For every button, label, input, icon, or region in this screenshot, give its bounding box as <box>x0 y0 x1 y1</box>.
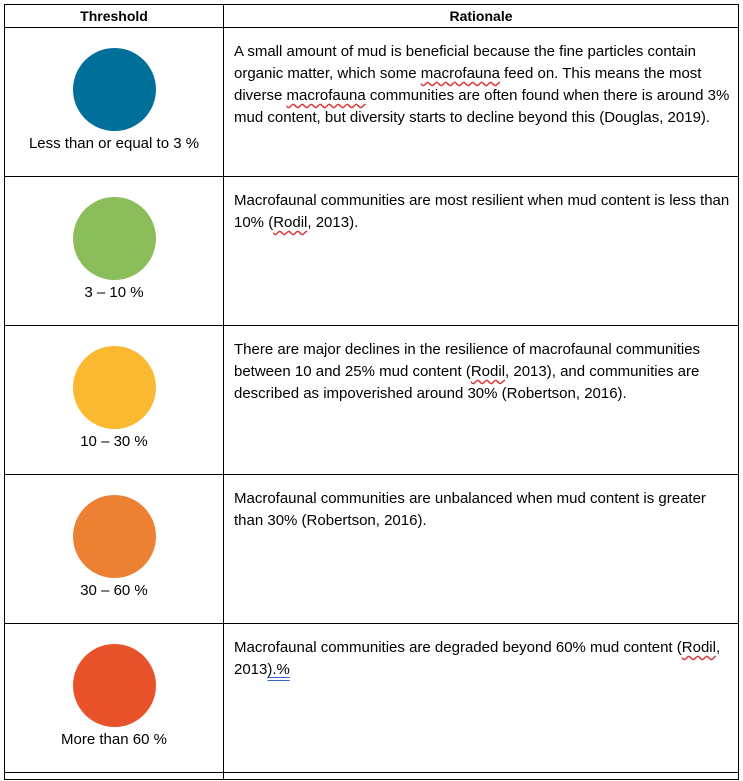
header-row <box>5 5 739 28</box>
rationale-text: Macrofaunal communities are most resilient when mud content is less than 10% (Rodil, 2013). <box>234 192 730 231</box>
red-circle-icon <box>73 644 156 727</box>
rationale-cell <box>224 177 739 326</box>
rationale-cell <box>224 624 739 773</box>
spellcheck-word: macrofauna <box>286 87 366 104</box>
rationale-cell <box>224 28 739 177</box>
rationale-text: Macrofaunal communities are degraded beyond 60% mud content (Rodil, 2013).% <box>234 639 721 678</box>
tail-cell <box>224 773 739 780</box>
rationale-header: Rationale <box>224 5 739 28</box>
green-circle-icon <box>73 197 156 280</box>
table-row <box>5 624 739 773</box>
rationale-cell <box>224 475 739 624</box>
spellcheck-word: macrofauna <box>420 65 500 82</box>
rationale-text: There are major declines in the resilience of macrofaunal communities between 10 and 25% mud content (Rodil, 2013), and communities are described as impoverished around 30% (Robertson, 2016). <box>234 341 701 402</box>
table-row <box>5 28 739 177</box>
tail-cell <box>5 773 224 780</box>
threshold-cell <box>5 28 224 177</box>
rationale-text: A small amount of mud is beneficial because the fine particles contain organic matter, which some macrofauna feed on. This means the most diverse macrofauna communities are often found when there is around 3% mud content, but diversity starts to decline beyond this (Douglas, 2019). <box>234 43 730 126</box>
spellcheck-word: Rodil <box>470 363 506 380</box>
teal-circle-icon <box>73 48 156 131</box>
threshold-cell <box>5 475 224 624</box>
rationale-text: Macrofaunal communities are unbalanced when mud content is greater than 30% (Robertson, 2016). <box>234 490 706 529</box>
table-row <box>5 475 739 624</box>
threshold-label: 30 – 60 % <box>80 582 148 599</box>
table-tail-row <box>5 773 739 780</box>
grammar-flag: ).% <box>267 661 290 678</box>
threshold-table <box>4 4 739 780</box>
yellow-circle-icon <box>73 346 156 429</box>
rationale-cell <box>224 326 739 475</box>
table-row <box>5 326 739 475</box>
threshold-cell <box>5 624 224 773</box>
threshold-cell <box>5 177 224 326</box>
table-row <box>5 177 739 326</box>
spellcheck-word: Rodil <box>681 639 716 656</box>
threshold-cell <box>5 326 224 475</box>
spellcheck-word: Rodil <box>273 214 308 231</box>
threshold-label: 10 – 30 % <box>80 433 148 450</box>
threshold-label: Less than or equal to 3 % <box>28 135 200 152</box>
threshold-label: 3 – 10 % <box>84 284 144 301</box>
orange-circle-icon <box>73 495 156 578</box>
threshold-header: Threshold <box>5 5 224 28</box>
threshold-label: More than 60 % <box>61 731 167 748</box>
